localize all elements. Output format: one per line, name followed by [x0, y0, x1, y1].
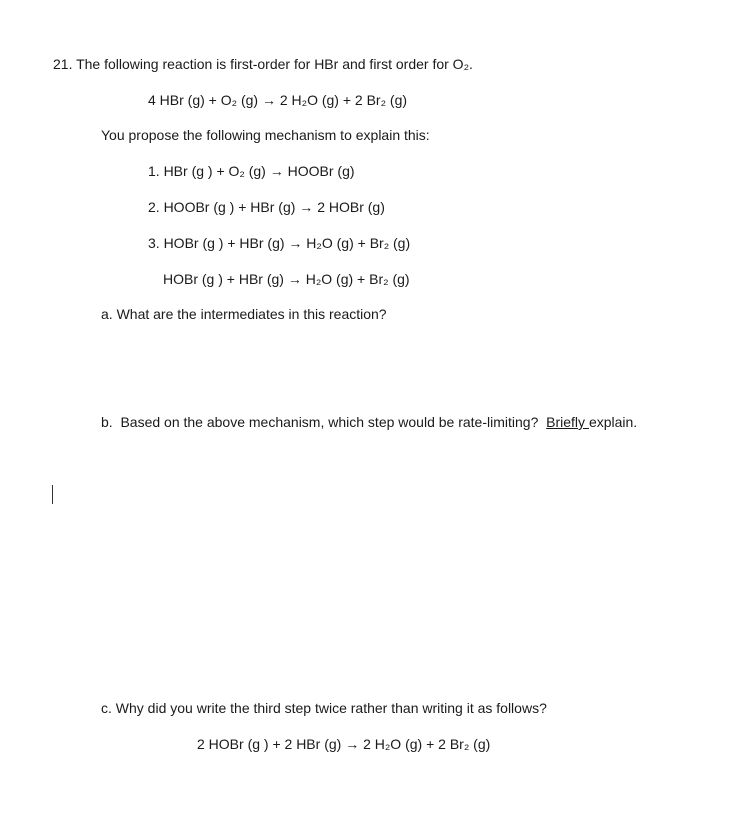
part-b-text: b. Based on the above mechanism, which step would be rate-limiting? [101, 414, 547, 430]
part-b-tail: explain. [588, 414, 638, 430]
part-c-question: c. Why did you write the third step twice rather than writing it as follows? [101, 700, 547, 716]
part-a-question: a. What are the intermediates in this reaction? [101, 306, 387, 322]
mechanism-step-1: 1. HBr (g ) + O₂ (g) → HOOBr (g) [148, 163, 355, 179]
mechanism-step-3: 3. HOBr (g ) + HBr (g) → H₂O (g) + Br₂ (g) [148, 235, 411, 251]
mechanism-intro: You propose the following mechanism to explain this: [101, 127, 430, 143]
combined-step: 2 HOBr (g ) + 2 HBr (g) → 2 H₂O (g) + 2 Br₂ (g) [197, 736, 491, 752]
mechanism-step-2: 2. HOOBr (g ) + HBr (g) → 2 HOBr (g) [148, 199, 385, 215]
overall-reaction: 4 HBr (g) + O₂ (g) → 2 H₂O (g) + 2 Br₂ (g) [148, 92, 408, 108]
mechanism-step-3-repeat: HOBr (g ) + HBr (g) → H₂O (g) + Br₂ (g) [163, 271, 410, 287]
question-title: 21. The following reaction is first-order for HBr and first order for O₂. [53, 56, 473, 72]
text-cursor[interactable] [52, 485, 53, 504]
part-b-question [101, 413, 637, 431]
part-b-underlined: Briefly [546, 414, 589, 430]
